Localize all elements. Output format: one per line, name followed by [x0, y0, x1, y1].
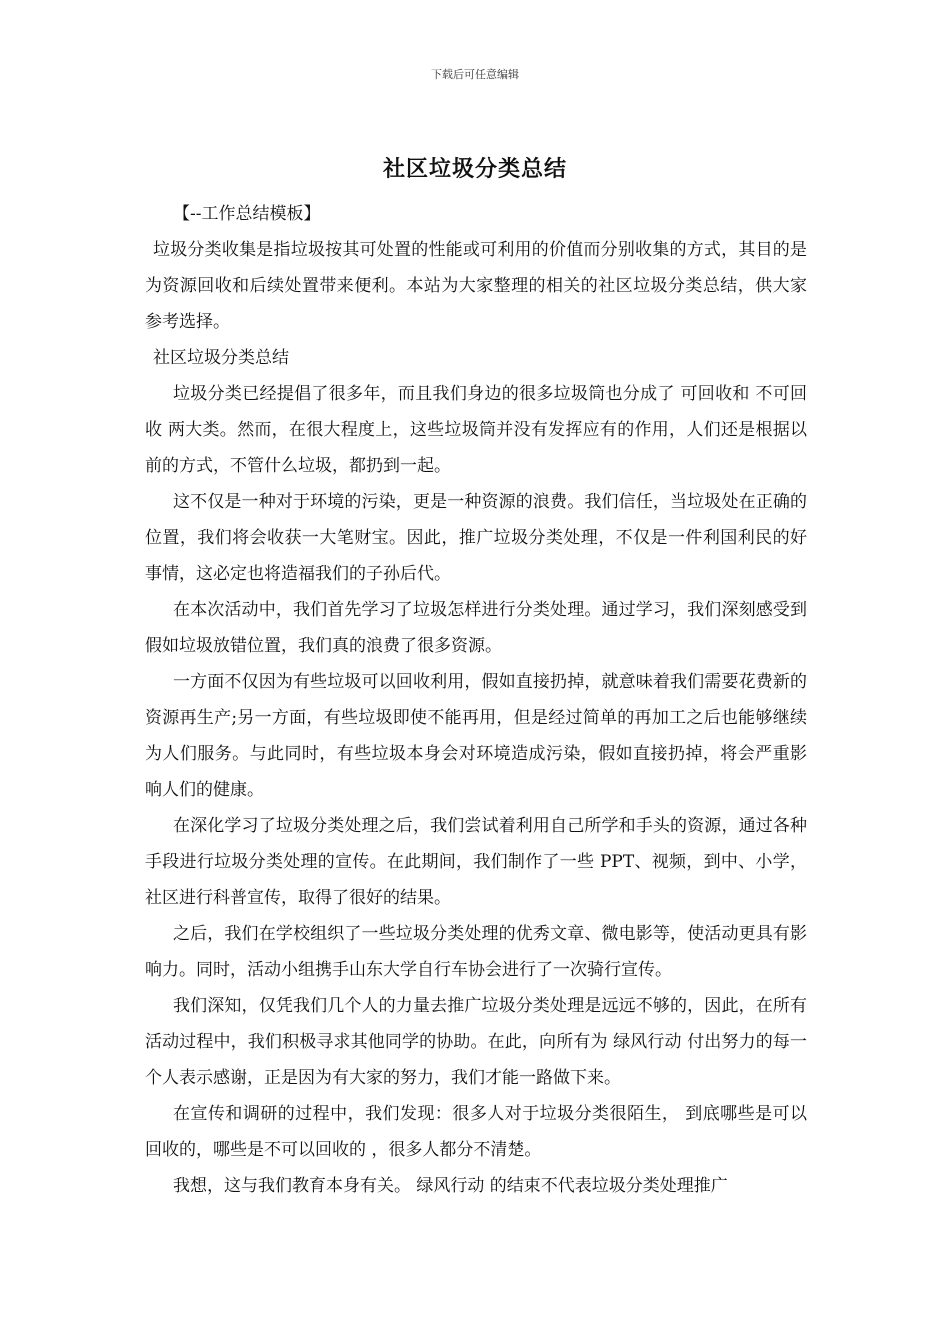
document-title: 社区垃圾分类总结 — [382, 156, 567, 182]
body-paragraph: 在本次活动中，我们首先学习了垃圾怎样进行分类处理。通过学习，我们深刻感受到假如垃圾放错位置，我们真的浪费了很多资源。 — [145, 600, 807, 656]
body-paragraph: 在宣传和调研的过程中，我们发现：很多人对于垃圾分类很陌生， 到底哪些是可以回收的，哪些是不可以回收的 ，很多人都分不清楚。 — [145, 1104, 807, 1160]
section-subtitle: 社区垃圾分类总结 — [153, 348, 289, 368]
template-tag: 【--工作总结模板】 — [173, 204, 321, 224]
document-body — [145, 196, 807, 1204]
intro-paragraph: 垃圾分类收集是指垃圾按其可处置的性能或可利用的价值而分别收集的方式，其目的是为资源回收和后续处置带来便利。本站为大家整理的相关的社区垃圾分类总结，供大家参考选择。 — [145, 240, 807, 332]
body-paragraph: 我们深知，仅凭我们几个人的力量去推广垃圾分类处理是远远不够的，因此，在所有活动过程中，我们积极寻求其他同学的协助。在此，向所有为 绿风行动 付出努力的每一个人表示感谢，正是因为有大家的努力，我们才能一路做下来。 — [145, 996, 807, 1088]
body-paragraph: 我想，这与我们教育本身有关。 绿风行动 的结束不代表垃圾分类处理推广 — [173, 1176, 728, 1196]
page-header-note: 下载后可任意编辑 — [431, 68, 519, 81]
body-paragraph: 之后，我们在学校组织了一些垃圾分类处理的优秀文章、微电影等，使活动更具有影响力。同时，活动小组携手山东大学自行车协会进行了一次骑行宣传。 — [145, 924, 807, 980]
body-paragraph: 这不仅是一种对于环境的污染，更是一种资源的浪费。我们信任，当垃圾处在正确的位置，我们将会收获一大笔财宝。因此，推广垃圾分类处理，不仅是一件利国利民的好事情，这必定也将造福我们的子孙后代。 — [145, 492, 807, 584]
body-paragraph: 在深化学习了垃圾分类处理之后，我们尝试着利用自己所学和手头的资源，通过各种手段进行垃圾分类处理的宣传。在此期间，我们制作了一些 PPT、视频，到中、小学，社区进行科普宣传，取得了很好的结果。 — [145, 816, 807, 908]
body-paragraph: 垃圾分类已经提倡了很多年，而且我们身边的很多垃圾筒也分成了 可回收和 不可回收 两大类。然而，在很大程度上，这些垃圾筒并没有发挥应有的作用，人们还是根据以前的方式，不管什么垃圾，都扔到一起。 — [145, 384, 807, 476]
body-paragraph: 一方面不仅因为有些垃圾可以回收利用，假如直接扔掉，就意味着我们需要花费新的资源再生产;另一方面，有些垃圾即使不能再用，但是经过简单的再加工之后也能够继续为人们服务。与此同时，有些垃圾本身会对环境造成污染，假如直接扔掉，将会严重影响人们的健康。 — [145, 672, 807, 800]
